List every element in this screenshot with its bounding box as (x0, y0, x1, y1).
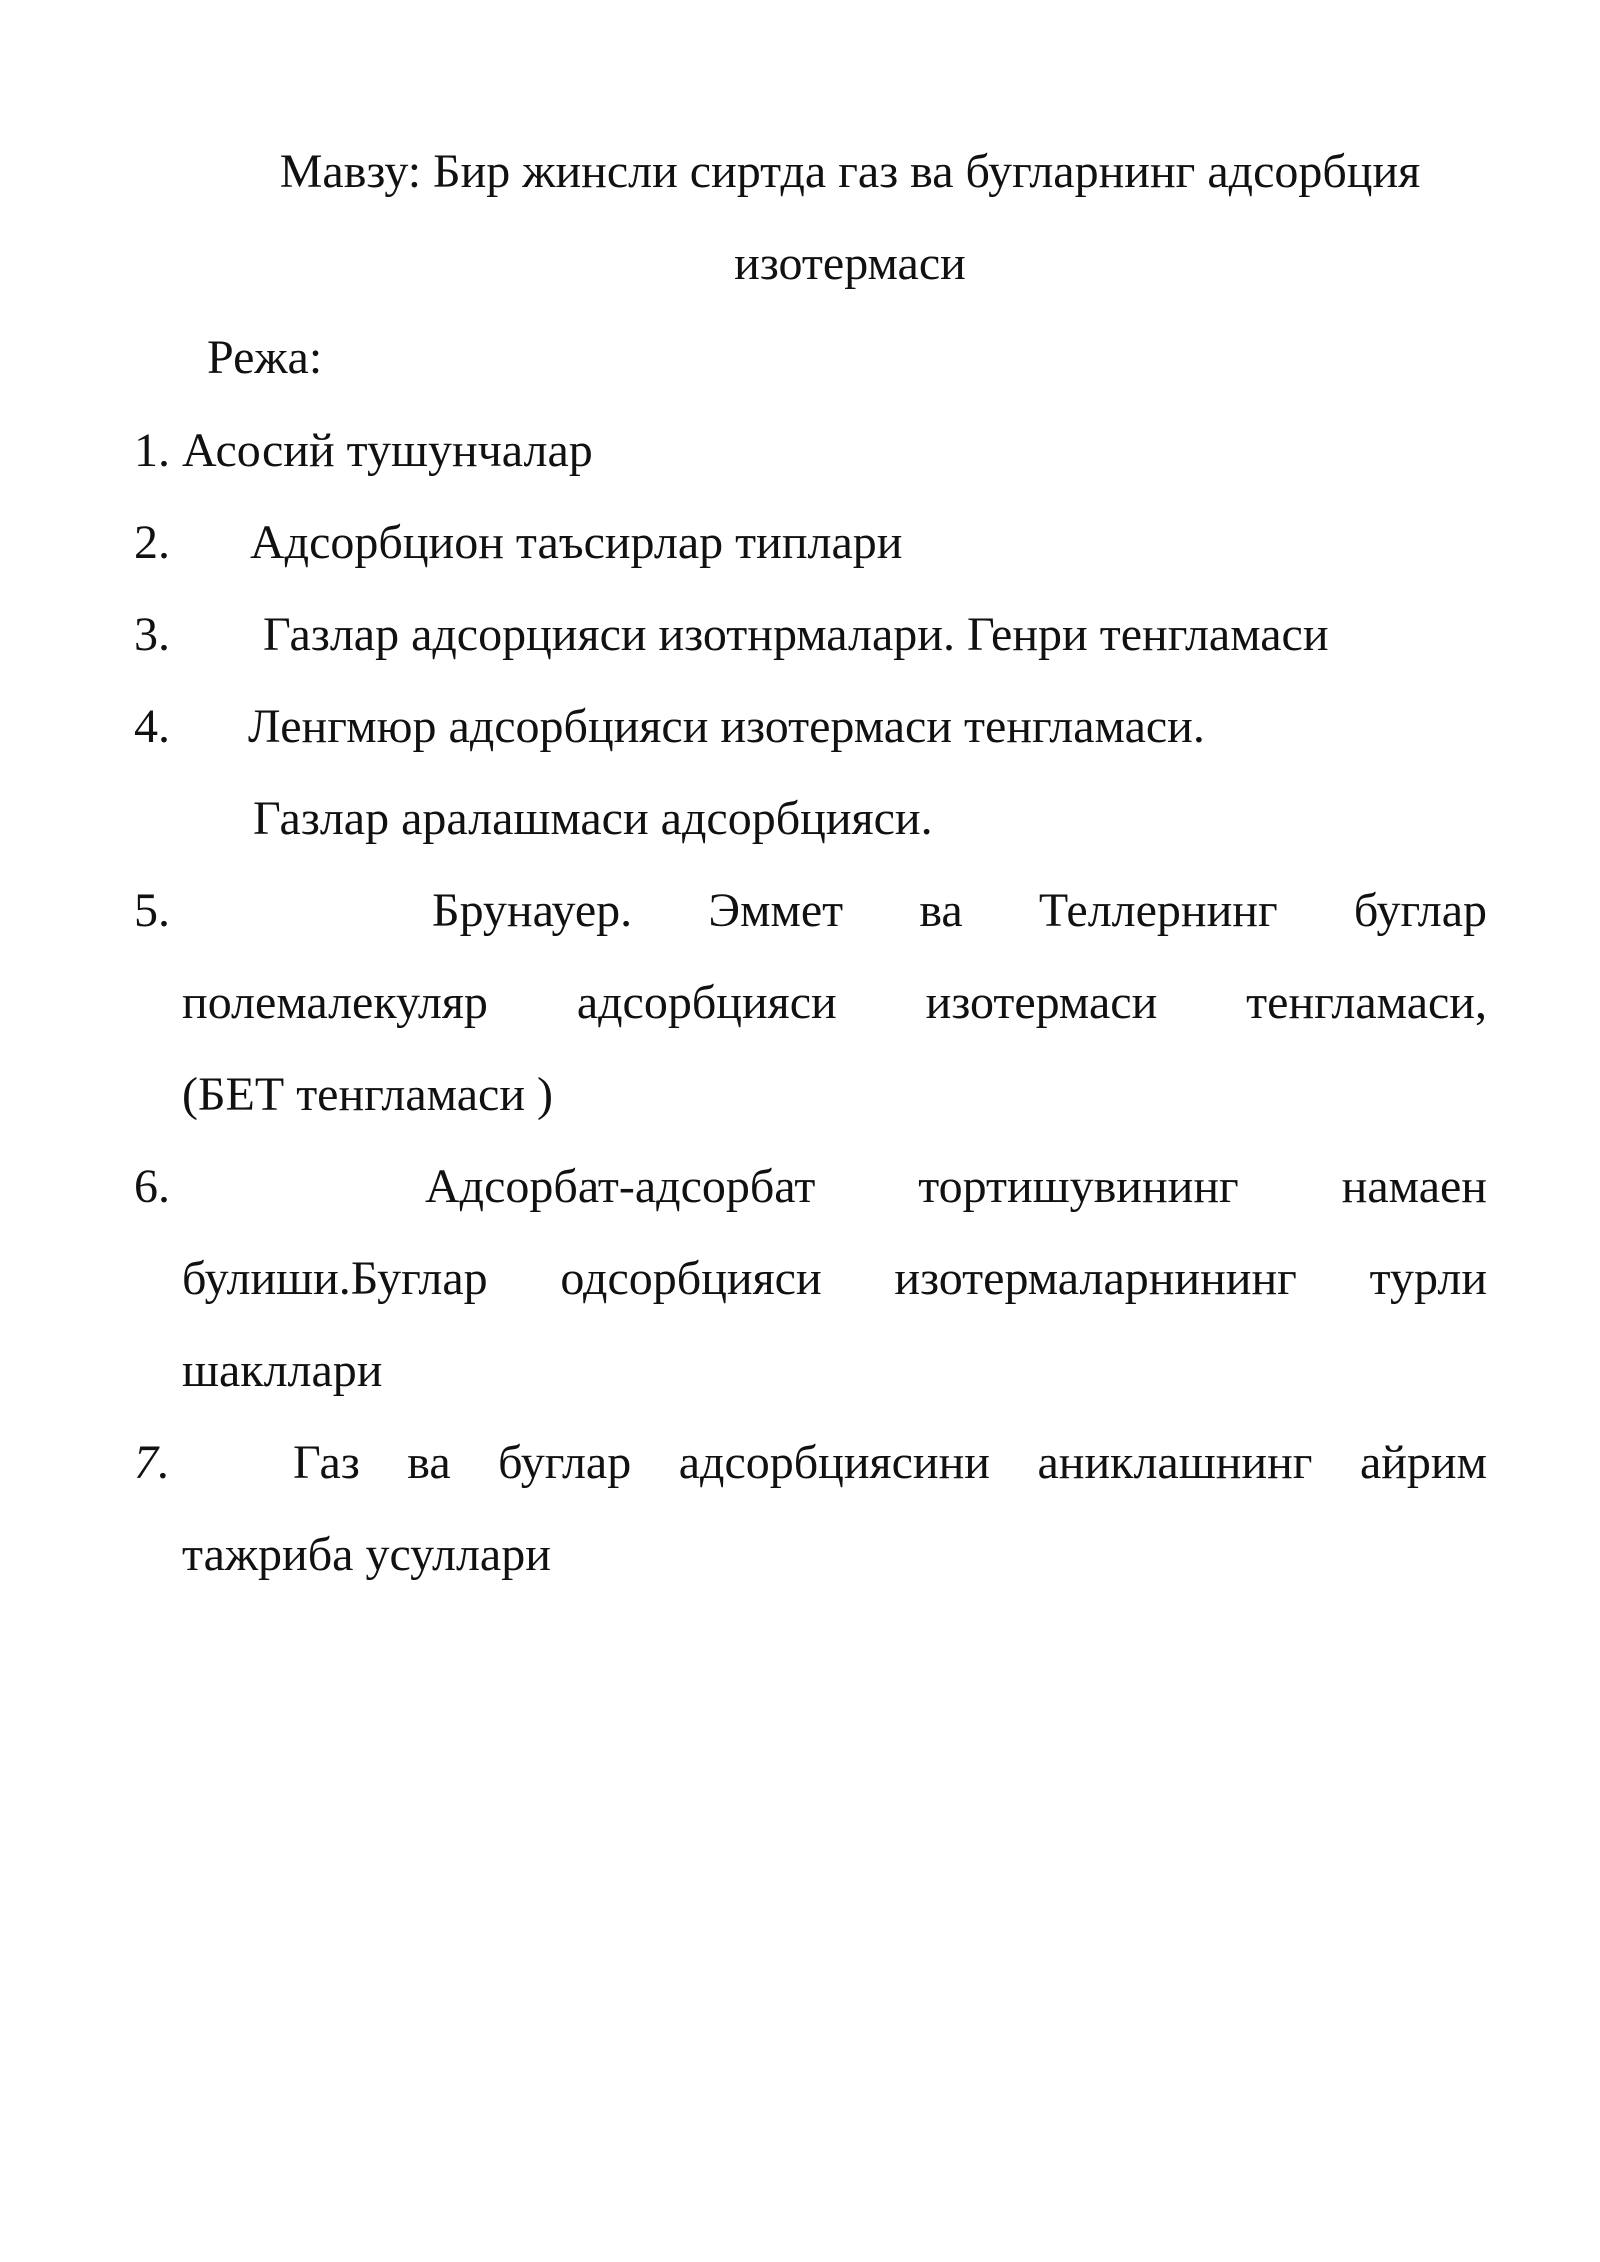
plan-item-text: Газлар адсорцияси изотнрмалари. Генри тенгламаси (263, 608, 1329, 661)
plan-item-5 (0, 881, 1600, 941)
plan-item-5-line-2: полемалекуляр адсорбцияси изотермаси тенгламаси, (182, 976, 1487, 1029)
plan-item-5-line-3: (БЕТ тенгламаси ) (182, 1068, 553, 1121)
plan-item-number: 4. (134, 700, 170, 753)
plan-item-number: 1. (134, 424, 170, 477)
document-title-line-2: изотермаси (734, 237, 966, 290)
plan-item-1 (0, 421, 1600, 481)
plan-item-4 (0, 697, 1600, 757)
plan-item-4-continuation (0, 789, 1600, 849)
plan-item-number: 5. (134, 884, 170, 937)
plan-item-6-line-2: булиши.Буглар одсорбцияси изотермаларнининг турли (182, 1252, 1487, 1305)
plan-item-text: Газлар аралашмаси адсорбцияси. (253, 792, 933, 845)
plan-item-6 (0, 1157, 1600, 1217)
plan-item-7 (0, 1433, 1600, 1493)
plan-item-text: Адсорбат-адсорбат тортишувининг намаен (425, 1160, 1487, 1213)
plan-item-number: 2. (134, 516, 170, 569)
plan-item-7-line-2: тажриба усуллари (182, 1528, 551, 1581)
plan-item-text: Ленгмюр адсорбцияси изотермаси тенгламаси. (248, 700, 1205, 753)
document-title-line-1: Мавзу: Бир жинсли сиртда газ ва бугларнинг адсорбция (279, 145, 1421, 198)
plan-item-number: 6. (134, 1160, 170, 1213)
plan-item-text: Газ ва буглар адсорбциясини аниклашнинг айрим (293, 1436, 1487, 1489)
plan-item-text: Брунауер. Эммет ва Теллернинг буглар (432, 884, 1487, 937)
plan-item-2 (0, 513, 1600, 573)
plan-item-3 (0, 605, 1600, 665)
plan-item-text: Асосий тушунчалар (182, 424, 593, 477)
plan-item-number: 7. (134, 1436, 170, 1489)
plan-item-number: 3. (134, 608, 170, 661)
plan-item-text: Адсорбцион таъсирлар типлари (250, 516, 903, 569)
plan-item-6-line-3: шакллари (182, 1344, 383, 1397)
plan-heading: Режа: (207, 331, 323, 384)
